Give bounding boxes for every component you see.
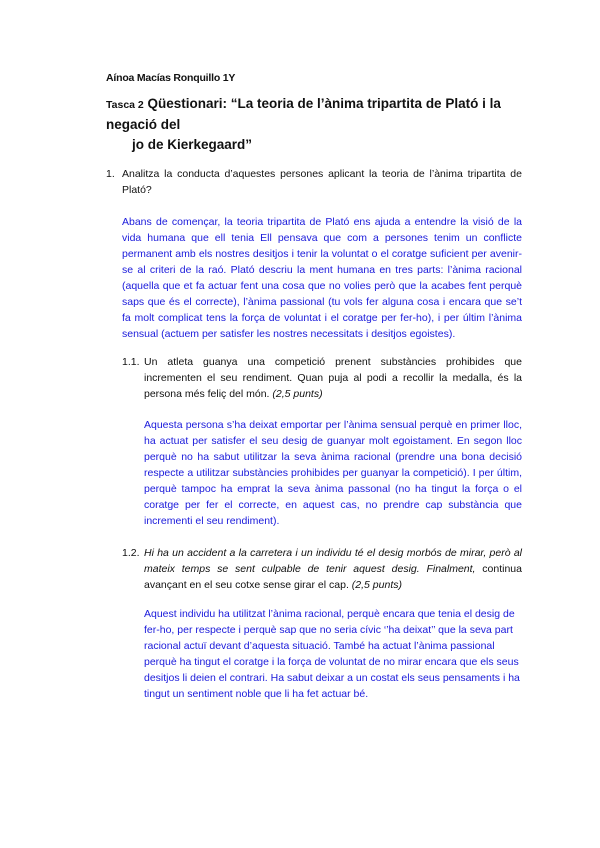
question-1 xyxy=(106,166,522,198)
question-1-number: 1. xyxy=(106,168,115,180)
subquestion-1-2-body xyxy=(144,545,522,593)
question-1-text: Analitza la conducta d’aquestes persones aplicant la teoria de l’ànima tripartita de Plató? xyxy=(122,168,522,196)
subquestion-1-1 xyxy=(122,354,522,402)
subquestion-1-2 xyxy=(122,545,522,593)
title-line-2: jo de Kierkegaard” xyxy=(132,137,253,152)
document-title xyxy=(106,94,546,155)
author-name: Aínoa Macías Ronquillo 1Y xyxy=(106,72,236,84)
subquestion-1-2-points: (2,5 punts) xyxy=(351,579,402,591)
subquestion-1-2-number: 1.2. xyxy=(122,547,140,559)
subquestion-1-2-answer: Aquest individu ha utilitzat l’ànima racional, perquè encara que tenia el desig de fer-ho, per respecte i perquè sap que no seria cívic ‘’ha deixat’’ que la seva part racional actuï devant d’aquesta situació. També ha actuat l’ànima passional perquè ha tingut el coratge i la força de voluntat de no mirar encara que els seus desitjos li deien el contrari. Ha sabut deixar a un costat els seus pensaments i ha tingut un sentiment noble que li ha fet actuar bé. xyxy=(144,608,520,700)
subquestion-1-1-number: 1.1. xyxy=(122,356,140,368)
subquestion-1-1-text: Un atleta guanya una competició prenent substàncies prohibides que incrementen el seu rendiment. Quan puja al podi a recollir la medalla, és la persona més feliç del món. xyxy=(144,356,522,400)
subquestion-1-1-body xyxy=(144,354,522,402)
subquestion-1-1-answer: Aquesta persona s’ha deixat emportar per l’ànima sensual perquè en primer lloc, ha actuat per satisfer el seu desig de guanyar molt egoistament. En segon lloc perquè no ha sabut utilitzar la seva ànima racional (prendre una bona decisió respecte a utilitzar substàncies prohibides per guanyar la competició). I per últim, perquè tampoc ha emprat la seva ànima passonal (no ha tingut la força o el coratge per fer el correcte, en aquest cas, no prendre cap substància que incrementi el seu rendiment). xyxy=(144,419,522,527)
task-tag: Tasca 2 xyxy=(106,99,144,111)
subquestion-1-2-text-italic: Hi ha un accident a la carretera i un individu té el desig morbós de mirar, però al mateix temps se sent culpable de tenir aquest desig. Finalment, xyxy=(144,547,522,575)
subquestion-1-1-points: (2,5 punts) xyxy=(272,388,323,400)
question-1-answer: Abans de començar, la teoria tripartita de Plató ens ajuda a entendre la visió de la vida humana que ell tenia Ell pensava que com a persones tenim un conflicte permanent amb els nostres desitjos i tenir la voluntat o el coratge suficient per avenir-se al criteri de la raó. Plató descriu la ment humana en tres parts: l’ànima racional (aquella que et fa actuar fent una cosa que no volies però que la acabes fent perquè saps que és el correcte), l’ànima passional (tu vols fer alguna cosa i encara que se’t fa molt complicat tens la força de voluntat i el coratge per fer-ho), i per últim l’ànima sensual (actuem per satisfer les nostres necessitats i desitjos egoistes). xyxy=(122,216,522,340)
title-line-1: Qüestionari: “La teoria de l’ànima tripartita de Plató i la negació del xyxy=(106,96,501,132)
subquestion-1-2-text: continua avançant en el seu cotxe sense girar el cap. xyxy=(144,563,522,591)
